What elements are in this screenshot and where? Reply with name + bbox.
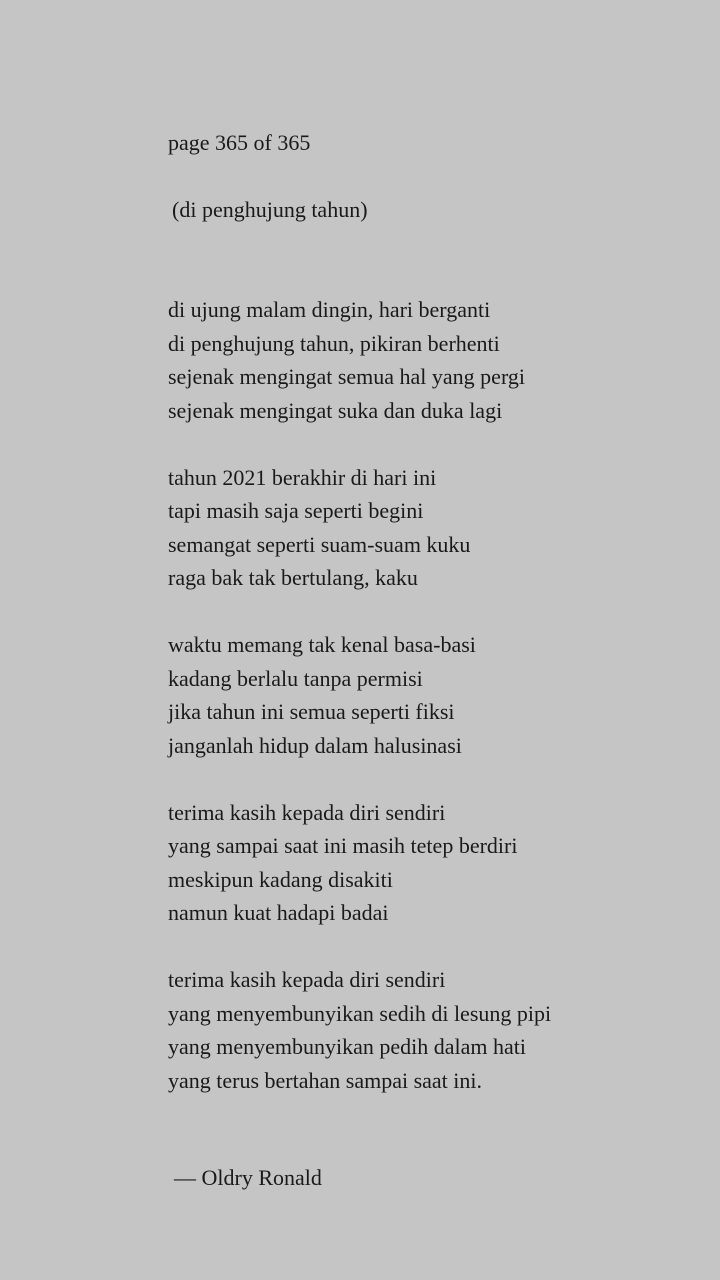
poem-line: janganlah hidup dalam halusinasi (168, 732, 462, 758)
poem-title: (di penghujung tahun) (172, 197, 368, 222)
stanza-3 (168, 628, 708, 762)
poem-line: semangat seperti suam-suam kuku (168, 531, 471, 557)
poem-line: sejenak mengingat suka dan duka lagi (168, 397, 503, 423)
page-counter: page 365 of 365 (168, 130, 311, 155)
poem-line: terima kasih kepada diri sendiri (168, 967, 446, 992)
poem-line: tapi masih saja seperti begini (168, 498, 424, 523)
poem-line: yang sampai saat ini masih tetep berdiri (168, 833, 518, 858)
author-signature: — Oldry Ronald (174, 1165, 322, 1190)
stanza-5 (168, 963, 708, 1097)
poem-line: yang terus bertahan sampai saat ini. (168, 1067, 483, 1093)
poem-line: di penghujung tahun, pikiran berhenti (168, 330, 500, 356)
poem-line: meskipun kadang disakiti (168, 866, 393, 892)
poem-body (168, 293, 708, 1131)
poem-line: yang menyembunyikan sedih di lesung pipi (168, 1000, 552, 1026)
poem-line: yang menyembunyikan pedih dalam hati (168, 1034, 527, 1059)
stanza-1 (168, 293, 708, 427)
stanza-2 (168, 461, 708, 595)
poem-line: tahun 2021 berakhir di hari ini (168, 464, 437, 490)
poem-line: di ujung malam dingin, hari berganti (168, 297, 491, 322)
poem-line: waktu memang tak kenal basa-basi (168, 632, 476, 657)
poem-line: jika tahun ini semua seperti fiksi (168, 699, 455, 724)
poem-line: terima kasih kepada diri sendiri (168, 799, 446, 825)
poem-line: kadang berlalu tanpa permisi (168, 665, 423, 691)
poem-line: raga bak tak bertulang, kaku (168, 565, 418, 590)
poem-line: sejenak mengingat semua hal yang pergi (168, 364, 525, 389)
poem-line: namun kuat hadapi badai (168, 900, 389, 925)
stanza-4 (168, 796, 708, 930)
